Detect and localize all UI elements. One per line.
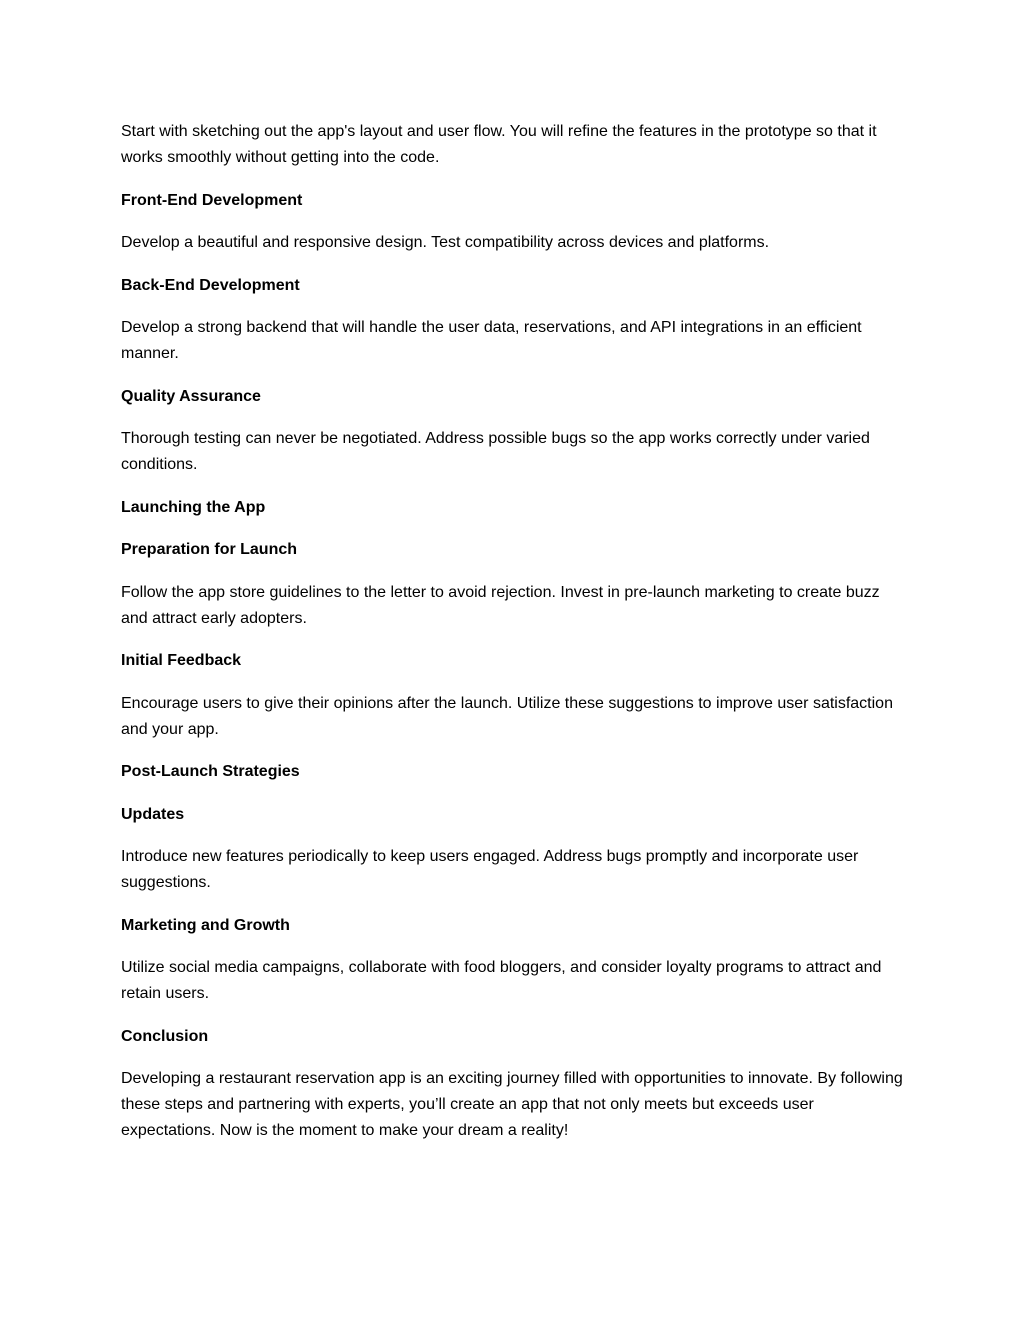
heading-launching-the-app: Launching the App xyxy=(121,498,266,516)
paragraph-front-end: Develop a beautiful and responsive design. Test compatibility across devices and platforms. xyxy=(121,234,770,251)
paragraph-updates: Introduce new features periodically to keep users engaged. Address bugs promptly and incorporate user suggestions. xyxy=(121,848,859,891)
heading-updates: Updates xyxy=(121,805,185,823)
document-page xyxy=(121,119,906,1161)
paragraph-preparation: Follow the app store guidelines to the letter to avoid rejection. Invest in pre-launch marketing to create buzz and attract early adopters. xyxy=(121,583,880,627)
paragraph-conclusion: Developing a restaurant reservation app is an exciting journey filled with opportunities to innovate. By following these steps and partnering with experts, you’ll create an app that not only meets but exceeds user expectations. Now is the moment to make your dream a reality! xyxy=(121,1070,903,1139)
heading-front-end-development: Front-End Development xyxy=(121,191,303,209)
heading-post-launch-strategies: Post-Launch Strategies xyxy=(121,763,300,780)
heading-back-end-development: Back-End Development xyxy=(121,276,300,294)
paragraph-prototype: Start with sketching out the app's layout and user flow. You will refine the features in the prototype so that it works smoothly without getting into the code. xyxy=(121,123,877,166)
paragraph-back-end: Develop a strong backend that will handle the user data, reservations, and API integrations in an efficient manner. xyxy=(121,319,862,362)
heading-initial-feedback: Initial Feedback xyxy=(121,652,242,669)
paragraph-initial-feedback: Encourage users to give their opinions after the launch. Utilize these suggestions to improve user satisfaction and your app. xyxy=(121,694,893,738)
heading-conclusion: Conclusion xyxy=(121,1027,209,1045)
paragraph-marketing: Utilize social media campaigns, collaborate with food bloggers, and consider loyalty programs to attract and retain users. xyxy=(121,959,882,1002)
paragraph-quality-assurance: Thorough testing can never be negotiated. Address possible bugs so the app works correctly under varied conditions. xyxy=(121,430,870,473)
heading-marketing-and-growth: Marketing and Growth xyxy=(121,916,290,934)
heading-quality-assurance: Quality Assurance xyxy=(121,387,261,405)
heading-preparation-for-launch: Preparation for Launch xyxy=(121,541,298,558)
